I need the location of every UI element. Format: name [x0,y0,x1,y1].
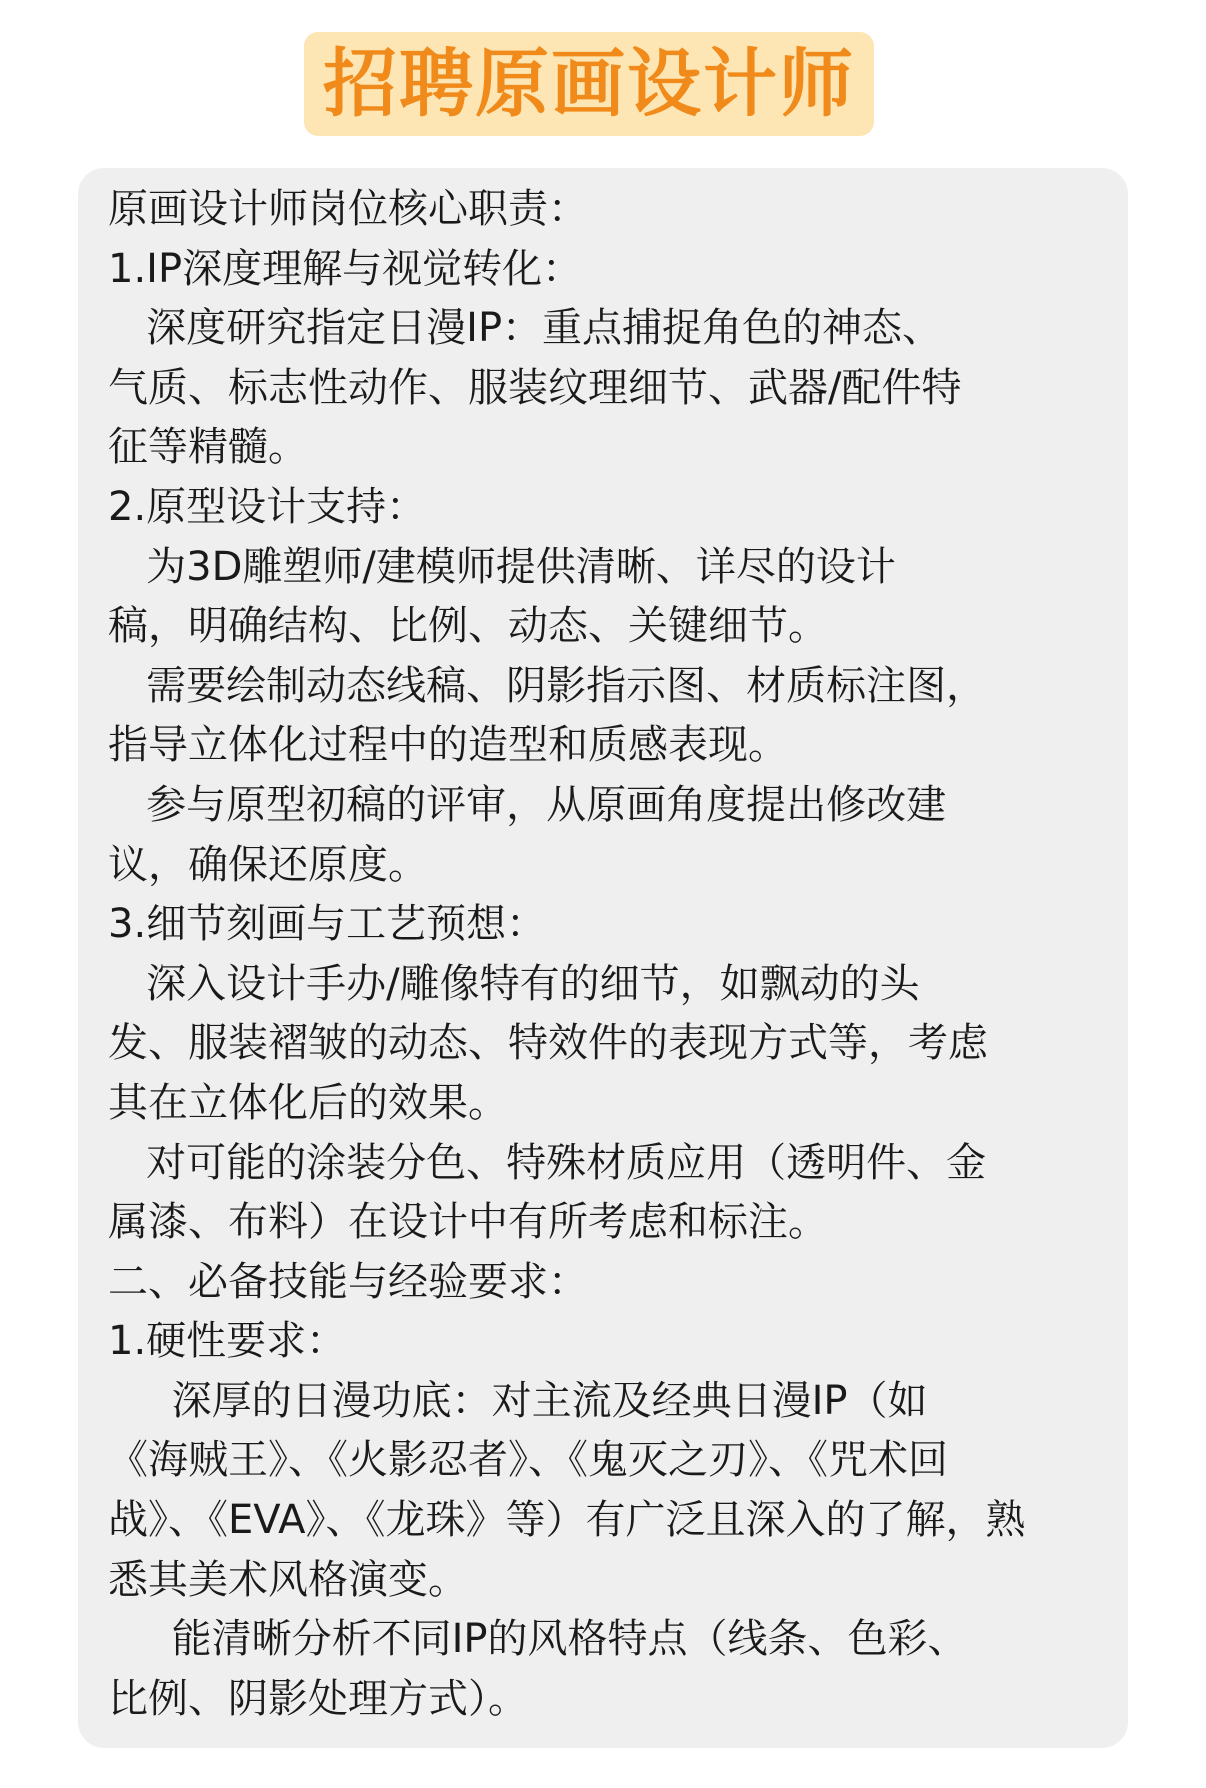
paragraph-line: 深度研究指定日漫IP：重点捕捉角色的神态、 [108,305,943,352]
section-heading: 原画设计师岗位核心职责： [108,186,588,232]
paragraph-line: 指导立体化过程中的造型和质感表现。 [108,722,788,769]
paragraph-line: 能清晰分析不同IP的风格特点（线条、色彩、 [108,1616,968,1663]
subsection-heading: 3.细节刻画与工艺预想： [108,901,547,948]
paragraph-line: 征等精髓。 [108,424,308,471]
section-heading: 二、必备技能与经验要求： [108,1258,588,1305]
job-description [108,180,1108,1729]
paragraph-line: 为3D雕塑师/建模师提供清晰、详尽的设计 [108,543,896,590]
paragraph-line: 需要绘制动态线稿、阴影指示图、材质标注图， [108,662,987,709]
paragraph-line: 战》、《EVA》、《龙珠》等）有广泛且深入的了解，熟 [108,1497,1026,1544]
paragraph-line: 深厚的日漫功底：对主流及经典日漫IP（如 [108,1377,928,1424]
paragraph-line: 悉其美术风格演变。 [108,1556,468,1603]
paragraph-line: 议，确保还原度。 [108,841,428,888]
paragraph-line: 比例、阴影处理方式）。 [108,1675,528,1722]
subsection-heading: 1.IP深度理解与视觉转化： [108,245,583,292]
paragraph-line: 稿，明确结构、比例、动态、关键细节。 [108,603,828,650]
page-title: 招聘原画设计师 [323,41,855,127]
subsection-heading: 2.原型设计支持： [108,483,427,530]
paragraph-line: 其在立体化后的效果。 [108,1079,508,1126]
paragraph-line: 属漆、布料）在设计中有所考虑和标注。 [108,1199,828,1246]
paragraph-line: 气质、标志性动作、服装纹理细节、武器/配件特 [108,364,962,411]
paragraph-line: 参与原型初稿的评审，从原画角度提出修改建 [108,781,947,828]
paragraph-line: 《海贼王》、《火影忍者》、《鬼灭之刃》、《咒术回 [108,1437,948,1484]
paragraph-line: 深入设计手办/雕像特有的细节，如飘动的头 [108,960,920,1007]
paragraph-line: 对可能的涂装分色、特殊材质应用（透明件、金 [108,1139,987,1186]
title-banner [304,32,874,136]
paragraph-line: 发、服装褶皱的动态、特效件的表现方式等，考虑 [108,1020,988,1067]
subsection-heading: 1.硬性要求： [108,1318,347,1365]
